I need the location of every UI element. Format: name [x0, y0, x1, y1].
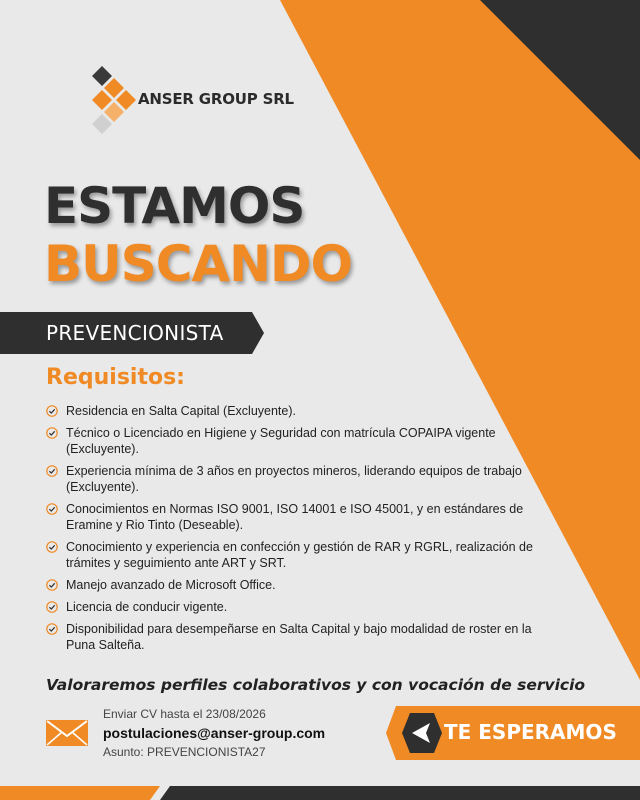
headline-line-1: ESTAMOS [44, 177, 305, 235]
brand-name: ANSER GROUP SRL [138, 90, 294, 108]
check-circle-icon [46, 427, 58, 439]
requirement-text: Disponibilidad para desempeñarse en Salta Capital y bajo modalidad de roster en la Puna Salteña. [66, 622, 532, 652]
requirements-list [46, 403, 546, 659]
requirement-item [46, 403, 546, 419]
position-title: PREVENCIONISTA [46, 321, 224, 345]
requirement-item [46, 463, 546, 495]
logo-mark-icon [90, 66, 136, 136]
check-circle-icon [46, 579, 58, 591]
check-circle-icon [46, 623, 58, 635]
requirement-item [46, 599, 546, 615]
requirements-title: Requisitos: [46, 365, 185, 390]
requirement-item [46, 621, 546, 653]
check-circle-icon [46, 465, 58, 477]
brand-logo [90, 66, 294, 136]
check-circle-icon [46, 503, 58, 515]
requirement-text: Conocimientos en Normas ISO 9001, ISO 14001 e ISO 45001, y en estándares de Eramine y Rio Tinto (Deseable). [66, 502, 524, 532]
cta-label: TE ESPERAMOS [444, 720, 617, 744]
requirement-text: Conocimiento y experiencia en confección y gestión de RAR y RGRL, realización de trámites y seguimiento ante ART y SRT. [66, 540, 533, 570]
requirement-text: Experiencia mínima de 3 años en proyectos mineros, liderando equipos de trabajo (Excluyente). [66, 464, 522, 494]
contact-info [103, 706, 325, 761]
requirement-text: Licencia de conducir vigente. [66, 600, 228, 614]
tagline: Valoraremos perfiles colaborativos y con vocación de servicio [46, 676, 586, 694]
requirement-item [46, 577, 546, 593]
check-circle-icon [46, 601, 58, 613]
requirement-item [46, 425, 546, 457]
requirement-text: Manejo avanzado de Microsoft Office. [66, 578, 276, 592]
requirement-item [46, 501, 546, 533]
requirement-item [46, 539, 546, 571]
email-link[interactable]: postulaciones@anser-group.com [103, 725, 326, 741]
position-banner [0, 312, 264, 354]
envelope-icon [46, 720, 88, 746]
headline-line-2: BUSCANDO [44, 235, 352, 293]
subject-text: Asunto: PREVENCIONISTA27 [103, 745, 266, 759]
requirement-text: Técnico o Licenciado en Higiene y Seguridad con matrícula COPAIPA vigente (Excluyente). [66, 426, 496, 456]
cta-banner [386, 706, 640, 760]
check-circle-icon [46, 541, 58, 553]
deadline-text: Enviar CV hasta el 23/08/2026 [103, 707, 266, 721]
requirement-text: Residencia en Salta Capital (Excluyente). [66, 404, 296, 418]
check-circle-icon [46, 405, 58, 417]
